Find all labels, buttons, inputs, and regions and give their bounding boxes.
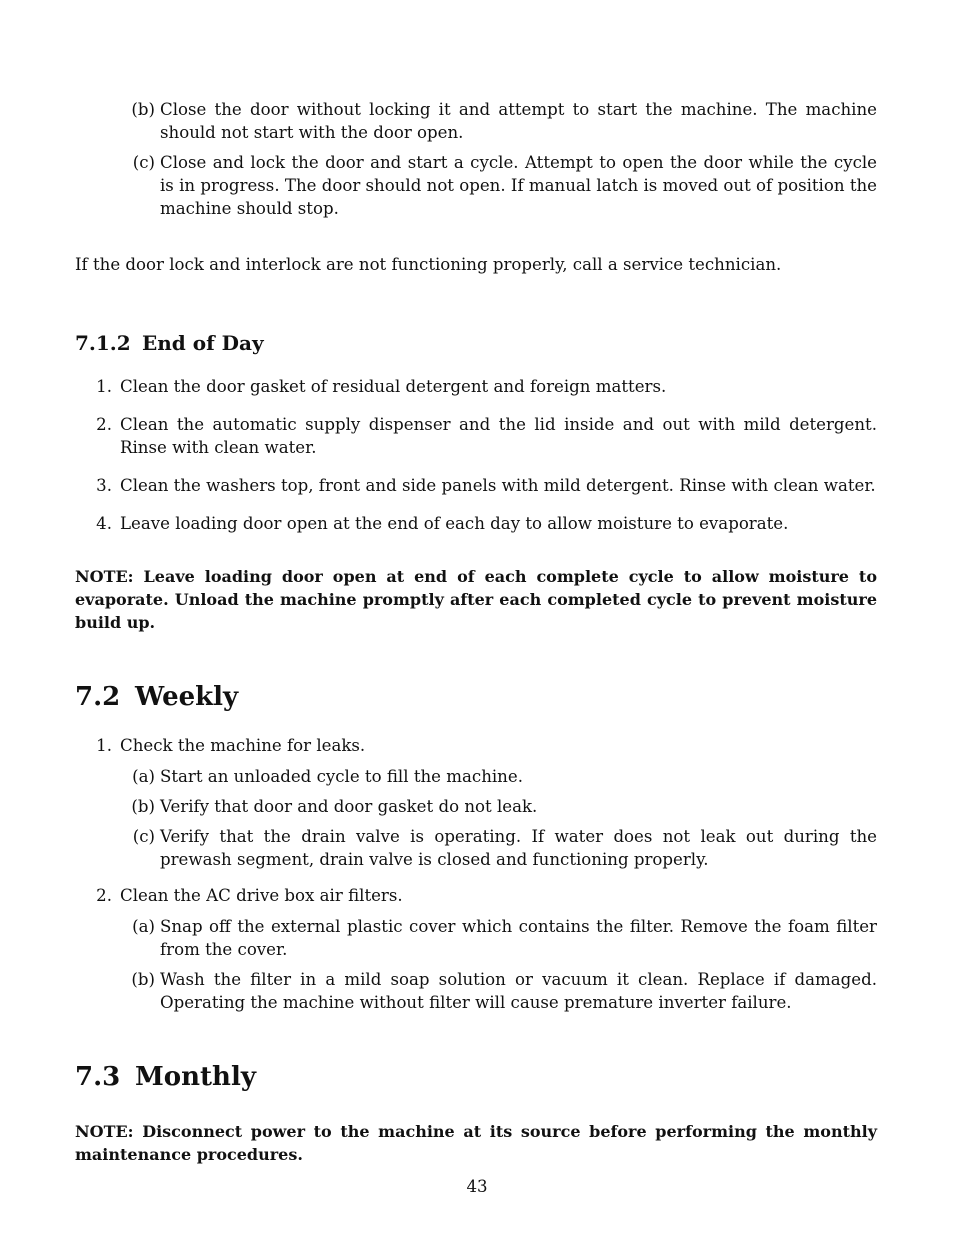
item-marker: 1.: [96, 377, 112, 396]
section-heading-monthly: [75, 1062, 877, 1092]
item-marker: (b): [131, 100, 155, 119]
item-text: Verify that door and door gasket do not leak.: [160, 797, 538, 816]
sub-list: [75, 915, 877, 1014]
list-item: [75, 795, 877, 818]
item-text: Clean the door gasket of residual detergent and foreign matters.: [120, 377, 667, 396]
sub-list: [75, 765, 877, 871]
section-heading-weekly: [75, 682, 877, 712]
list-item: [75, 413, 877, 459]
section-title: Weekly: [135, 682, 239, 712]
item-marker: (a): [132, 917, 155, 936]
section-title: Monthly: [135, 1062, 256, 1092]
item-marker: 2.: [96, 886, 112, 905]
item-marker: 1.: [96, 736, 112, 755]
item-marker: (c): [132, 827, 155, 846]
list-item: [75, 98, 877, 144]
item-text: Wash the filter in a mild soap solution or vacuum it clean. Replace if damaged. Operating the machine without filter will cause premature inverter failure.: [160, 970, 877, 1012]
list-item: [75, 734, 877, 757]
list-item: [75, 915, 877, 961]
list-item: [75, 884, 877, 907]
item-marker: 3.: [96, 476, 112, 495]
item-marker: (b): [131, 970, 155, 989]
item-marker: 4.: [96, 514, 112, 533]
item-text: Check the machine for leaks.: [120, 736, 366, 755]
item-text: Close the door without locking it and attempt to start the machine. The machine should not start with the door open.: [160, 100, 877, 142]
item-text: Close and lock the door and start a cycle. Attempt to open the door while the cycle is in progress. The door should not open. If manual latch is moved out of position the machine should stop.: [160, 153, 877, 218]
door-lock-paragraph: If the door lock and interlock are not functioning properly, call a service technician.: [75, 255, 782, 274]
list-item: [75, 825, 877, 871]
item-text: Verify that the drain valve is operating. If water does not leak out during the prewash segment, drain valve is closed and functioning properly.: [160, 827, 877, 869]
section-number: 7.3: [75, 1062, 121, 1092]
section-heading-end-of-day: [75, 331, 877, 355]
item-text: Start an unloaded cycle to fill the machine.: [160, 767, 523, 786]
page-number: 43: [466, 1177, 488, 1196]
monthly-note: NOTE: Disconnect power to the machine at its source before performing the monthly maintenance procedures.: [75, 1122, 877, 1164]
item-marker: (b): [131, 797, 155, 816]
item-marker: (a): [132, 767, 155, 786]
item-text: Clean the automatic supply dispenser and the lid inside and out with mild detergent. Rinse with clean water.: [120, 415, 877, 457]
list-item: [75, 968, 877, 1014]
list-item: [75, 375, 877, 398]
document-page: [75, 98, 877, 1166]
item-marker: (c): [132, 153, 155, 172]
list-item: [75, 512, 877, 535]
item-text: Snap off the external plastic cover which contains the filter. Remove the foam filter from the cover.: [160, 917, 877, 959]
item-text: Clean the AC drive box air filters.: [120, 886, 403, 905]
item-text: Clean the washers top, front and side panels with mild detergent. Rinse with clean water.: [120, 476, 876, 495]
end-of-day-note: NOTE: Leave loading door open at end of each complete cycle to allow moisture to evaporate. Unload the machine promptly after each completed cycle to prevent moisture build up.: [75, 567, 877, 632]
list-item: [75, 151, 877, 220]
section-number: 7.1.2: [75, 331, 131, 355]
section-number: 7.2: [75, 682, 121, 712]
item-marker: 2.: [96, 415, 112, 434]
item-text: Leave loading door open at the end of each day to allow moisture to evaporate.: [120, 514, 789, 533]
list-item: [75, 765, 877, 788]
section-title: End of Day: [142, 331, 264, 355]
list-item: [75, 474, 877, 497]
